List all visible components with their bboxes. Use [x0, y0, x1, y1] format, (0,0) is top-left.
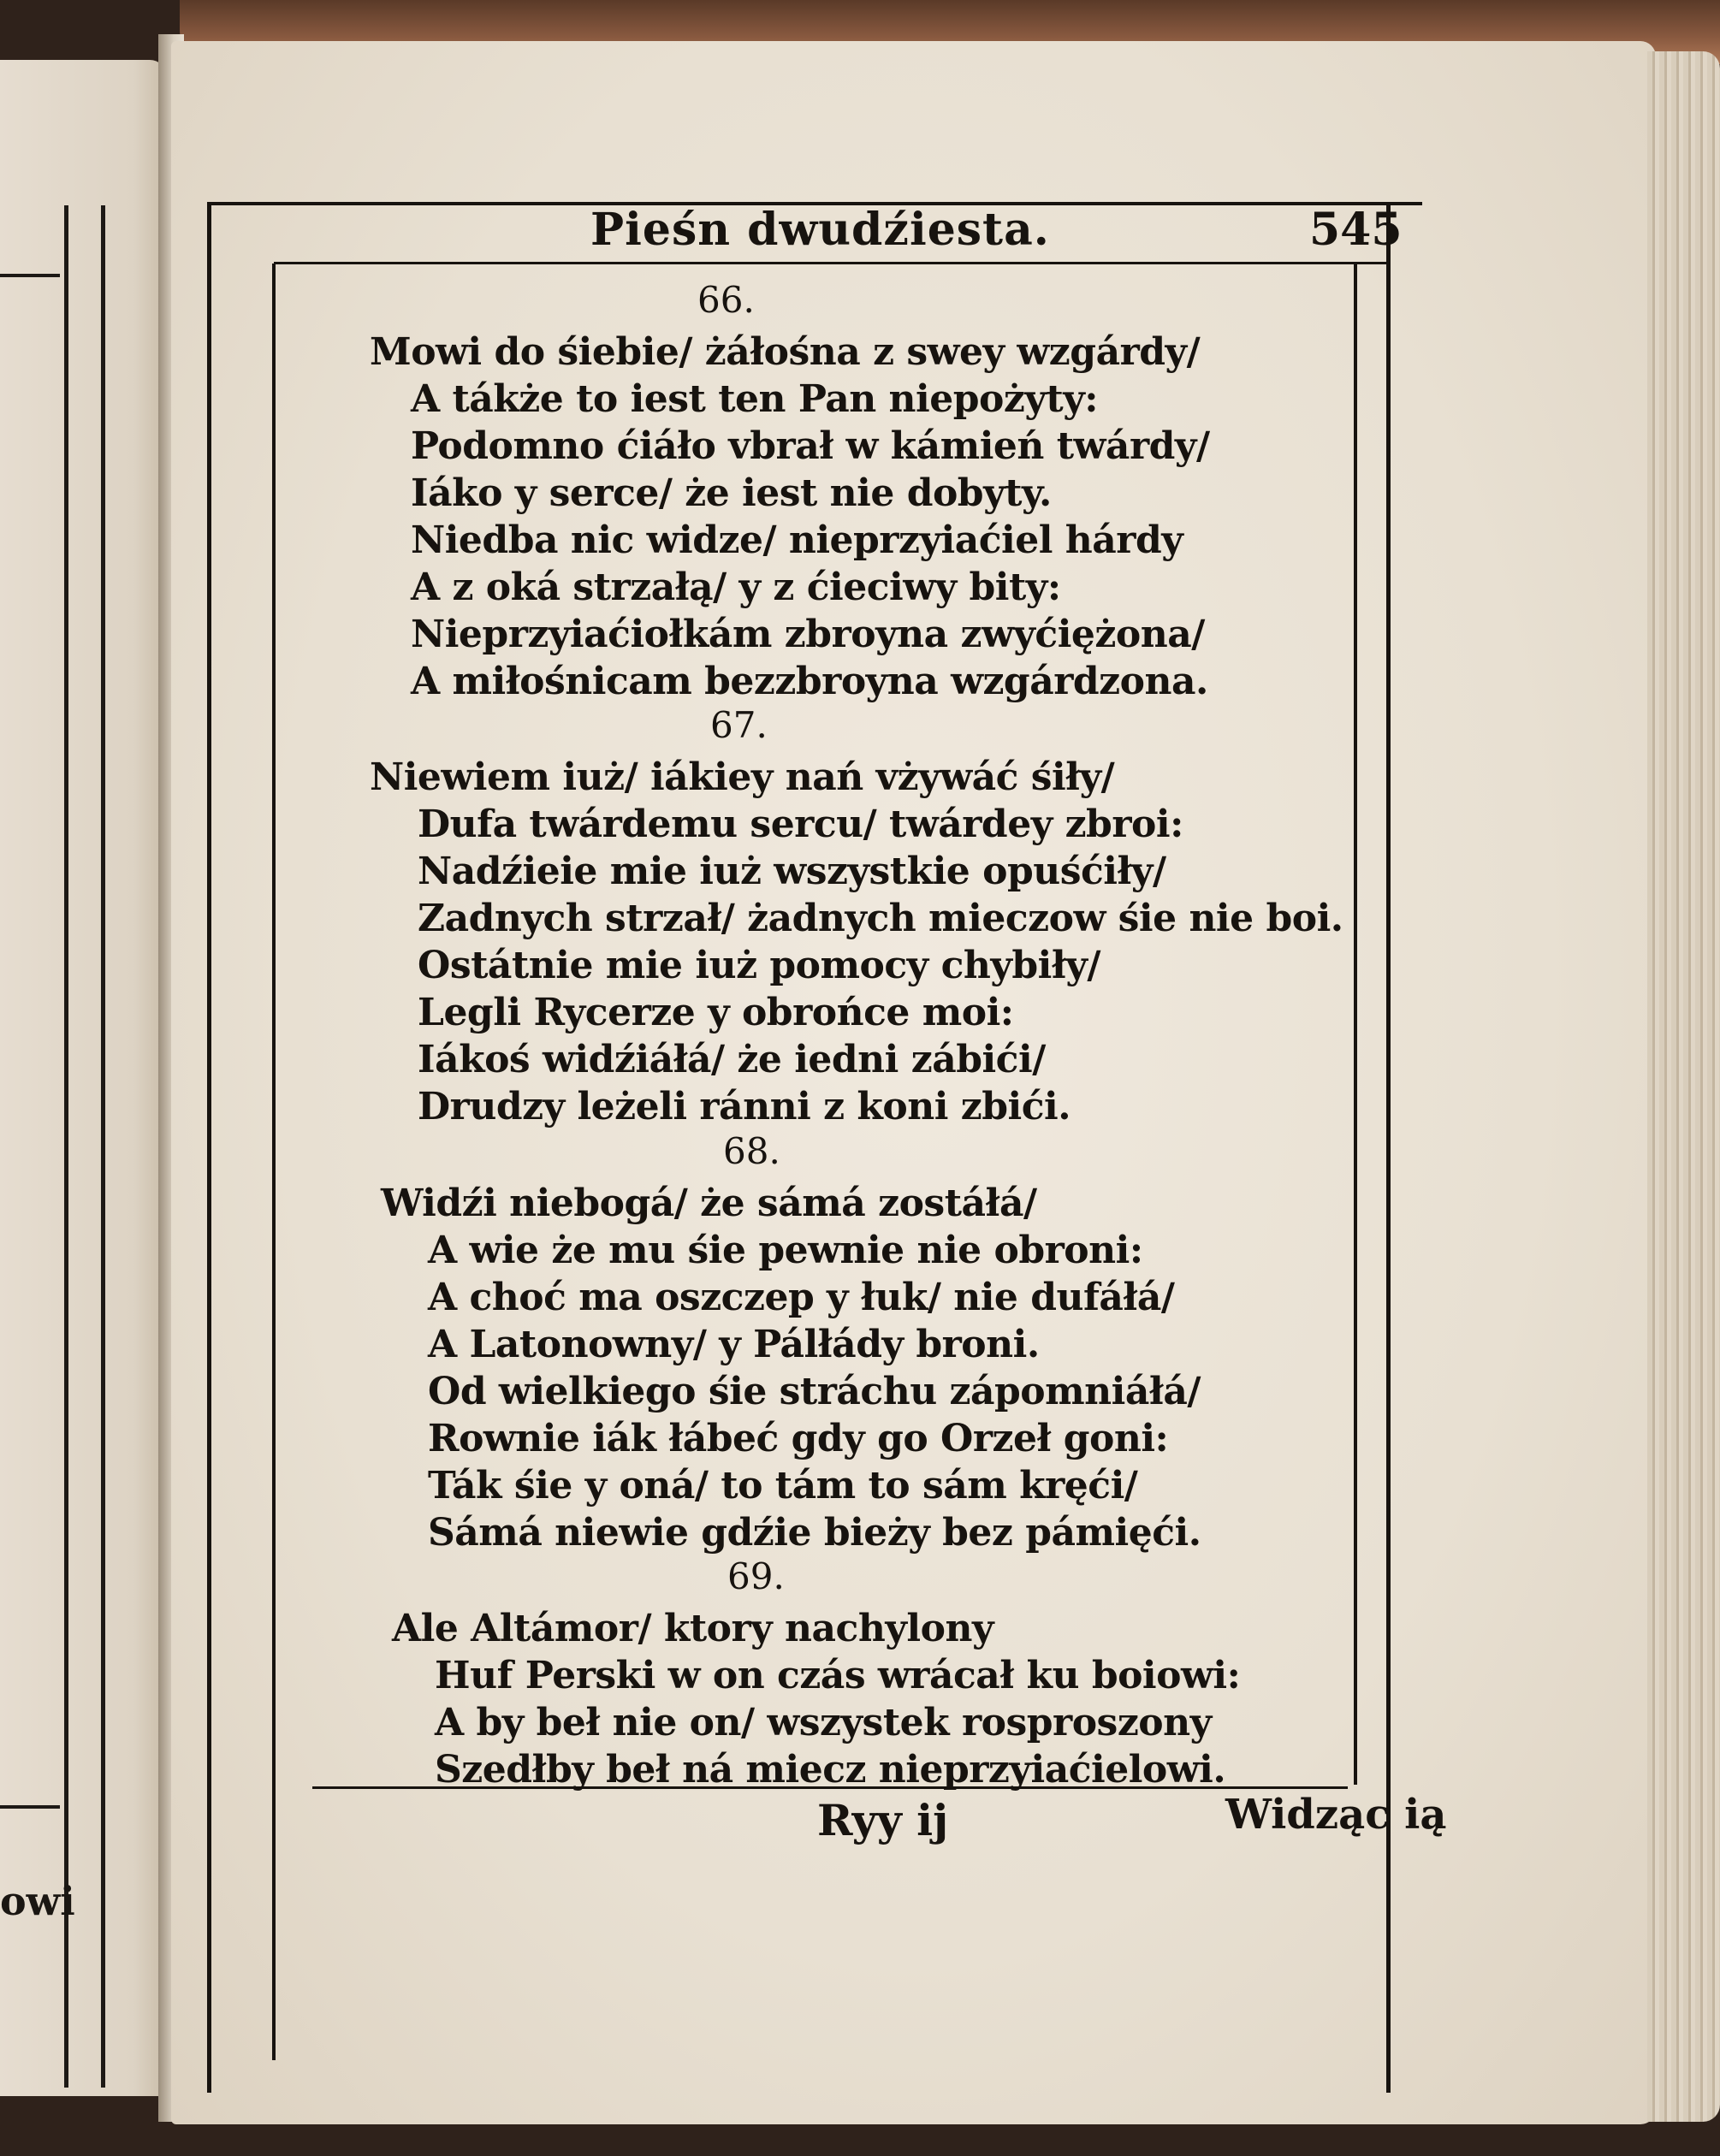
catchword: Widząc ią	[1225, 1791, 1447, 1839]
frame-right-inner	[1354, 262, 1357, 1785]
verse-line: A tákże to iest ten Pan niepożyty:	[411, 377, 1099, 421]
left-page-rule	[0, 1805, 60, 1809]
verse-line: Rownie iák łábeć gdy go Orzeł goni:	[428, 1417, 1169, 1460]
verse-line: Iáko y serce/ że iest nie dobyty.	[411, 471, 1052, 515]
stanza-number: 68.	[723, 1130, 780, 1172]
page-number: 545	[1309, 204, 1403, 256]
header-rule-inner	[274, 262, 1386, 264]
verse-line: Dufa twárdemu sercu/ twárdey zbroi:	[418, 803, 1183, 846]
verse-line: A miłośnicam bezzbroyna wzgárdzona.	[411, 660, 1208, 703]
left-page-rule	[64, 205, 68, 2088]
verse-line: Ták śie y oná/ to tám to sám kręći/	[428, 1464, 1138, 1507]
verse-line: Ostátnie mie iuż pomocy chybiły/	[418, 944, 1100, 987]
verse-line: A z oká strzałą/ y z ćieciwy bity:	[411, 566, 1061, 609]
verse-line: A choć ma oszczep y łuk/ nie dufáłá/	[428, 1276, 1175, 1319]
verse-line: A by beł nie on/ wszystek rosproszony	[435, 1701, 1212, 1744]
signature-mark: Ryy ij	[817, 1795, 949, 1845]
frame-left-inner	[272, 264, 276, 2060]
verse-line: Drudzy leżeli ránni z koni zbići.	[418, 1085, 1071, 1128]
stanza-number: 67.	[710, 704, 768, 746]
verse-line: Zadnych strzał/ żadnych mieczow śie nie boi.	[418, 897, 1343, 940]
verse-line: Mowi do śiebie/ żáłośna z swey wzgárdy/	[370, 330, 1201, 374]
left-page-catchword: owi	[0, 1878, 75, 1924]
verse-line: Szedłby beł ná miecz nieprzyiaćielowi.	[435, 1748, 1226, 1792]
left-page-rule	[0, 274, 60, 277]
verse-line: A Latonowny/ y Pálłády broni.	[428, 1323, 1040, 1366]
verse-line: Sámá niewie gdźie bieży bez pámięći.	[428, 1511, 1201, 1555]
page-title: Pieśn dwudźiesta.	[590, 204, 1050, 256]
verse-line: Nieprzyiaćiołkám zbroyna zwyćiężona/	[411, 613, 1205, 656]
right-page	[171, 41, 1656, 2124]
left-page-rule	[101, 205, 105, 2088]
verse-line: Ale Altámor/ ktory nachylony	[392, 1607, 994, 1650]
frame-left-outer	[207, 202, 211, 2093]
verse-line: Podomno ćiáło vbrał w kámień twárdy/	[411, 424, 1210, 468]
verse-line: Iákoś widźiáłá/ że iedni zábići/	[418, 1038, 1046, 1081]
verse-line: Niedba nic widze/ nieprzyiaćiel hárdy	[411, 518, 1183, 562]
stanza-number: 66.	[697, 279, 755, 321]
verse-line: Niewiem iuż/ iákiey nań vżywáć śiły/	[370, 755, 1115, 799]
page-fore-edge	[1647, 51, 1720, 2122]
verse-line: Nadźieie mie iuż wszystkie opuśćiły/	[418, 850, 1166, 893]
stanza-number: 69.	[727, 1555, 785, 1597]
verse-line: Legli Rycerze y obrońce moi:	[418, 991, 1014, 1034]
verse-line: Huf Perski w on czás wrácał ku boiowi:	[435, 1654, 1241, 1697]
verse-line: Widźi niebogá/ że sámá zostáłá/	[381, 1182, 1037, 1225]
left-facing-page	[0, 60, 167, 2096]
verse-line: Od wielkiego śie stráchu zápomniáłá/	[428, 1370, 1201, 1413]
verse-line: A wie że mu śie pewnie nie obroni:	[428, 1229, 1143, 1272]
